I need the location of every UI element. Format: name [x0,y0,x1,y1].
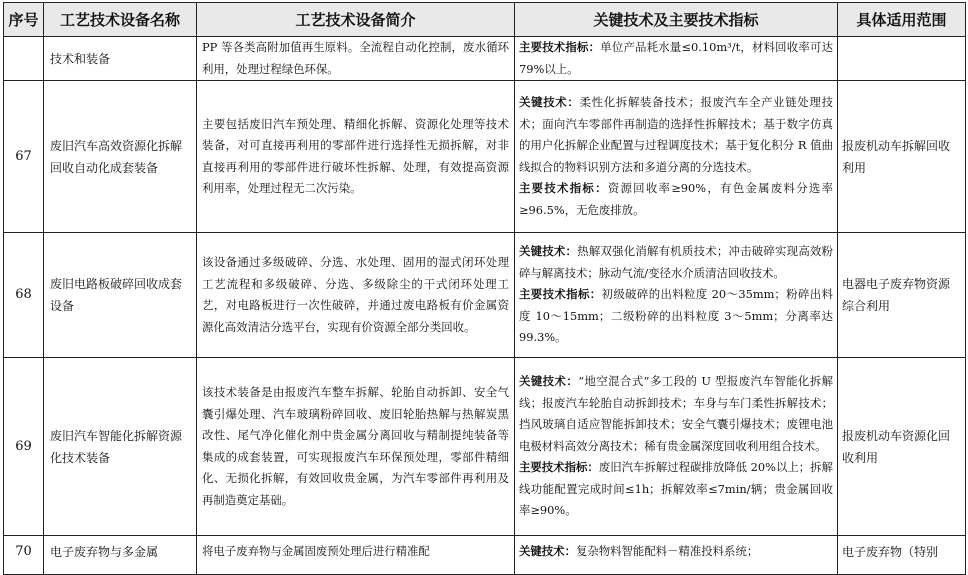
process-equipment-table [3,2,966,575]
key-technology-label: 关键技术： [519,544,576,558]
table-row [4,536,966,575]
technical-index-text: 资源回收率≥90%，有色金属废料分选率≥96.5%，无危废排放。 [519,181,833,217]
header-equipment-name: 工艺技术设备名称 [44,3,197,37]
key-technology-paragraph [519,241,833,284]
equipment-name: 废旧电路板破碎回收成套设备 [44,233,197,358]
equipment-description [197,37,515,81]
key-technology-label: 关键技术： [519,374,579,389]
key-technology-cell [515,233,838,358]
technical-index-paragraph [519,284,833,349]
description-text: 将电子废弃物与金属固废预处理后进行精准配 [202,544,430,558]
application-scope: 电器电子废弃物资源综合利用 [838,233,966,358]
technical-index-paragraph [519,178,833,221]
equipment-description [197,536,515,575]
row-number: 68 [4,233,44,358]
equipment-name: 技术和装备 [44,37,197,81]
technical-index-text: 单位产品耗水量≤0.10m³/t，材料回收率可达 79%以上。 [519,40,833,76]
table-row [4,81,966,233]
table-row [4,358,966,536]
description-text: PP 等各类高附加值再生原料。全流程自动化控制，废水循环利用，处理过程绿色环保。 [202,40,509,76]
equipment-description [197,81,515,233]
description-text: 该设备通过多级破碎、分选、水处理、固用的湿式闭环处理工艺流程和多级破碎、分选、多级除尘的干式闭环处理工艺，对电路板进行一次性破碎，并通过废电路板有价金属资源化高效清洁分选平台，实现有价资源全部分类回收。 [202,255,509,334]
equipment-name: 废旧汽车智能化拆解资源化技术装备 [44,358,197,536]
key-technology-paragraph [519,92,833,178]
equipment-description [197,358,515,536]
technical-index-text: 初级破碎的出料粒度 20～35mm；粉碎出料度 10～15mm；二级粉碎的出料粒度 3～5mm；分离率达 99.3%。 [519,287,833,345]
key-technology-text: “地空混合式”多工段的 U 型报废汽车智能化拆解线；报废汽车轮胎自动拆卸技术；车身与车门柔性拆解技术；挡风玻璃自适应智能拆卸技术；安全气囊引爆技术；废锂电池电极材料高效分离技术；稀有贵金属深度回收利用组合技术。 [519,374,833,453]
row-number: 69 [4,358,44,536]
key-technology-paragraph [519,371,833,457]
table-row [4,37,966,81]
equipment-name: 电子废弃物与多金属 [44,536,197,575]
row-number: 67 [4,81,44,233]
key-technology-text: 柔性化拆解装备技术；报废汽车全产业链处理技术；面向汽车零部件再制造的选择性拆解技术；基于数字仿真的用户化拆解企业配置与过程调度技术；基于复化积分 R 值曲线拟合的物料识别方法和多道分离的分选技术。 [519,95,833,174]
technical-index-label: 主要技术指标： [519,40,601,54]
key-technology-text: 热解双强化消解有机质技术；冲击破碎实现高效粉碎与解离技术；脉动气流/变径水介质清洁回收技术。 [519,244,833,280]
row-number: 70 [4,536,44,575]
technical-index-label: 主要技术指标： [519,460,599,475]
technical-index-text: 废旧汽车拆解过程碳排放降低 20%以上；拆解线功能配置完成时间≤1h；拆解效率≤7min/辆；贵金属回收率≥90%。 [519,460,833,518]
technical-index-paragraph [519,457,833,522]
application-scope: 电子废弃物（特别 [838,536,966,575]
technical-index-label: 主要技术指标： [519,181,608,195]
header-serial-number: 序号 [4,3,44,37]
equipment-name: 废旧汽车高效资源化拆解回收自动化成套装备 [44,81,197,233]
equipment-description [197,233,515,358]
key-technology-paragraph [519,541,833,562]
key-technology-cell [515,81,838,233]
application-scope: 报废机动车拆解回收利用 [838,81,966,233]
key-technology-cell [515,536,838,575]
description-text: 该技术装备是由报废汽车整车拆解、轮胎自动拆卸、安全气囊引爆处理、汽车玻璃粉碎回收、废旧轮胎热解与热解炭黑改性、尾气净化催化剂中贵金属分离回收与精制提纯装备等集成的成套装置，可实现报废汽车环保预处理，零部件精细化、无损化拆解，有效回收贵金属，为汽车零部件再利用及再制造奠定基础。 [202,385,509,507]
table-header-row [4,3,966,37]
header-key-technology: 关键技术及主要技术指标 [515,3,838,37]
application-scope [838,37,966,81]
header-application-scope: 具体适用范围 [838,3,966,37]
key-technology-label: 关键技术： [519,95,580,109]
key-technology-cell [515,37,838,81]
key-technology-text: 复杂物料智能配料－精准投料系统； [575,544,759,558]
key-technology-cell [515,358,838,536]
key-technology-label: 关键技术： [519,244,578,259]
header-equipment-description: 工艺技术设备简介 [197,3,515,37]
technical-index-label: 主要技术指标： [519,287,602,302]
application-scope: 报废机动车资源化回收利用 [838,358,966,536]
row-number [4,37,44,81]
technical-index-paragraph [519,37,833,80]
description-text: 主要包括废旧汽车预处理、精细化拆解、资源化处理等技术装备，对可直接再利用的零部件进行选择性无损拆解，对非直接再利用的零部件进行破坏性拆解、处理，有效提高资源利用率，处理过程无二次污染。 [202,116,509,195]
table-row [4,233,966,358]
